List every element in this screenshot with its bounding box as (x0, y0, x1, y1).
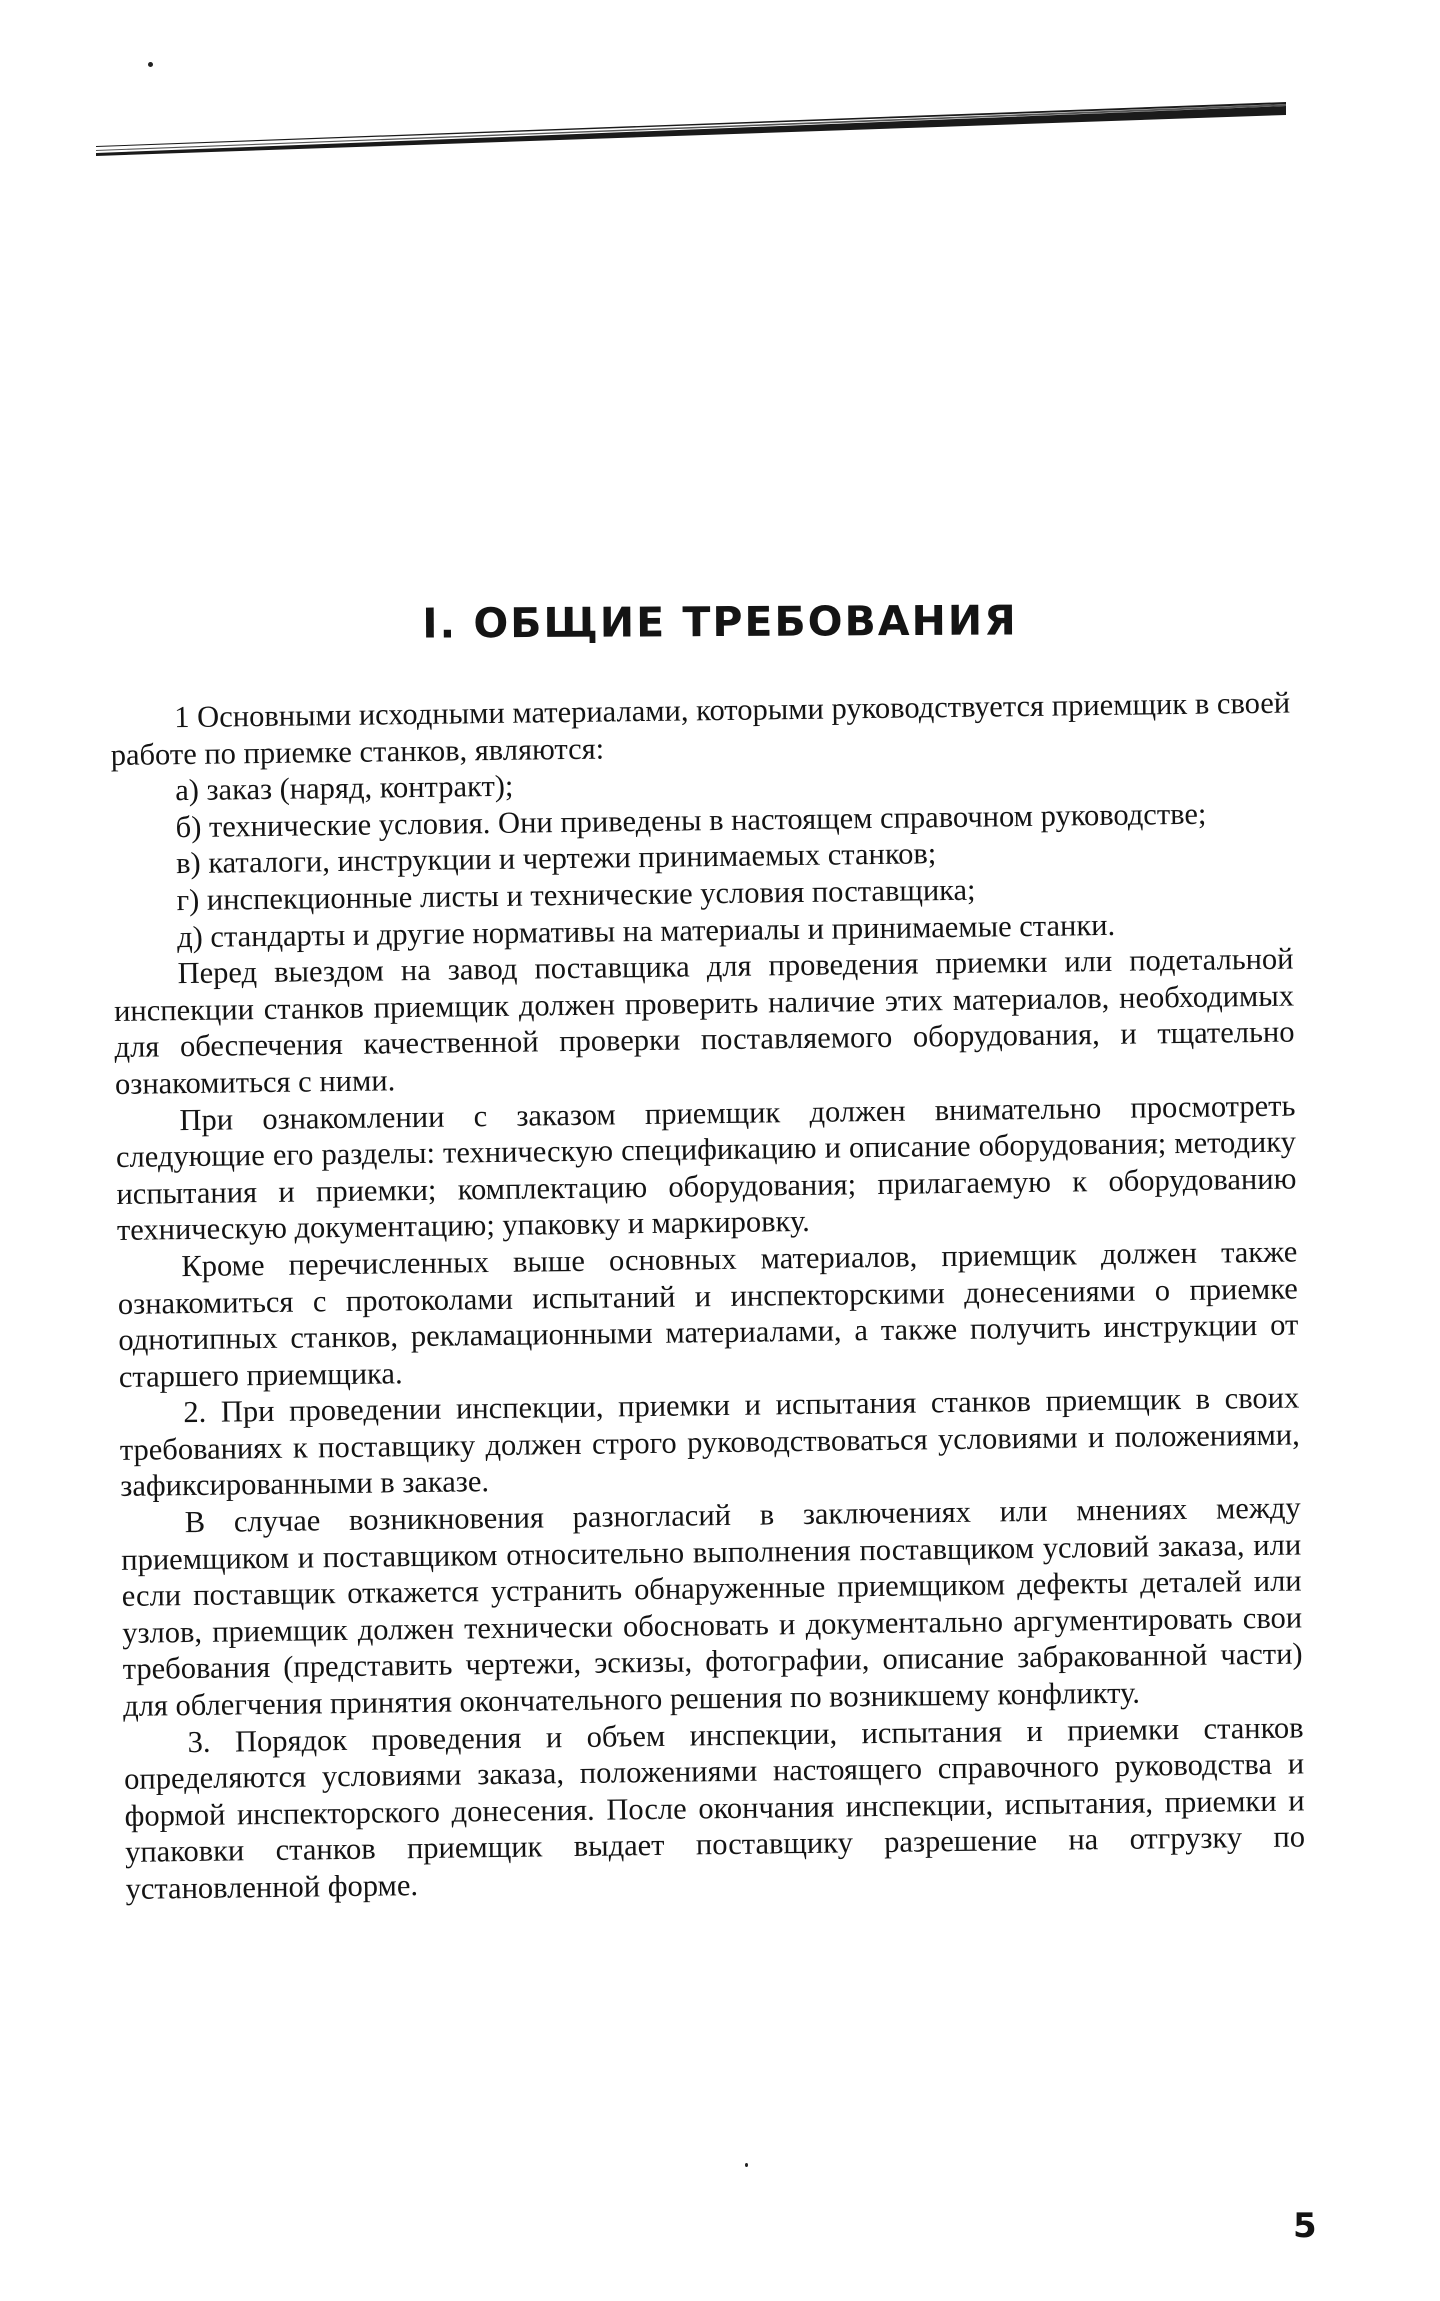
paragraph: 1 Основными исходными материалами, которыми руководствуется приемщик в своей работе по приемке станков, являются: (110, 685, 1291, 772)
list-item: г) инспекционные листы и технические условия поставщика; (176, 872, 976, 918)
paragraph: Перед выездом на завод поставщика для проведения приемки или подетальной инспекции станков приемщик должен проверить наличие этих материалов, необходимых для обеспечения качественной проверки поставляемого оборудования, и тщательно ознакомиться с ними. (113, 941, 1295, 1101)
list-item: а) заказ (наряд, контракт); (174, 768, 514, 808)
list-item: б) технические условия. Они приведены в настоящем справочном руководстве; (175, 796, 1207, 844)
list-item: д) стандарты и другие нормативы на материалы и принимаемые станки. (176, 907, 1116, 954)
paragraph: 3. Порядок проведения и объем инспекции, испытания и приемки станков определяются условиями заказа, положениями настоящего справочного руководства и формой инспекторского донесения. После окончания инспекции, испытания, приемки и упаковки станков приемщик выдает поставщику разрешение на отгрузку по установленной форме. (123, 1710, 1306, 1906)
paragraph: Кроме перечисленных выше основных материалов, приемщик должен также ознакомиться с протоколами испытаний и инспекторскими донесениями о приемке однотипных станков, рекламационными материалами, а также получить инструкции от старшего приемщика. (117, 1234, 1299, 1394)
paragraph: При ознакомлении с заказом приемщик должен внимательно просмотреть следующие его разделы: техническую спецификацию и описание оборудования; методику испытания и приемки; комплектацию оборудования; прилагаемую к оборудованию техническую документацию; упаковку и маркировку. (115, 1088, 1297, 1248)
ink-speck (745, 2163, 748, 2167)
ink-speck (148, 62, 153, 67)
header-rule (96, 98, 1286, 158)
body-text (110, 685, 1306, 1908)
list-item: в) каталоги, инструкции и чертежи принимаемых станков; (175, 836, 937, 881)
paragraph: 2. При проведении инспекции, приемки и испытания станков приемщик в своих требованиях к поставщику должен строго руководствоваться условиями и положениями, зафиксированными в заказе. (119, 1380, 1300, 1504)
page-title: I. ОБЩИЕ ТРЕБОВАНИЯ (422, 596, 1018, 648)
paragraph: В случае возникновения разногласий в заключениях или мнениях между приемщиком и поставщиком относительно выполнения поставщиком условий заказа, или если поставщик откажется устранить обнаруженные приемщиком дефекты деталей или узлов, приемщик должен технически обосновать и документально аргументировать свои требования (представить чертежи, эскизы, фотографии, описание забракованной части) для облегчения принятия окончательного решения по возникшему конфликту. (121, 1490, 1303, 1723)
page-number: 5 (1293, 2206, 1317, 2246)
